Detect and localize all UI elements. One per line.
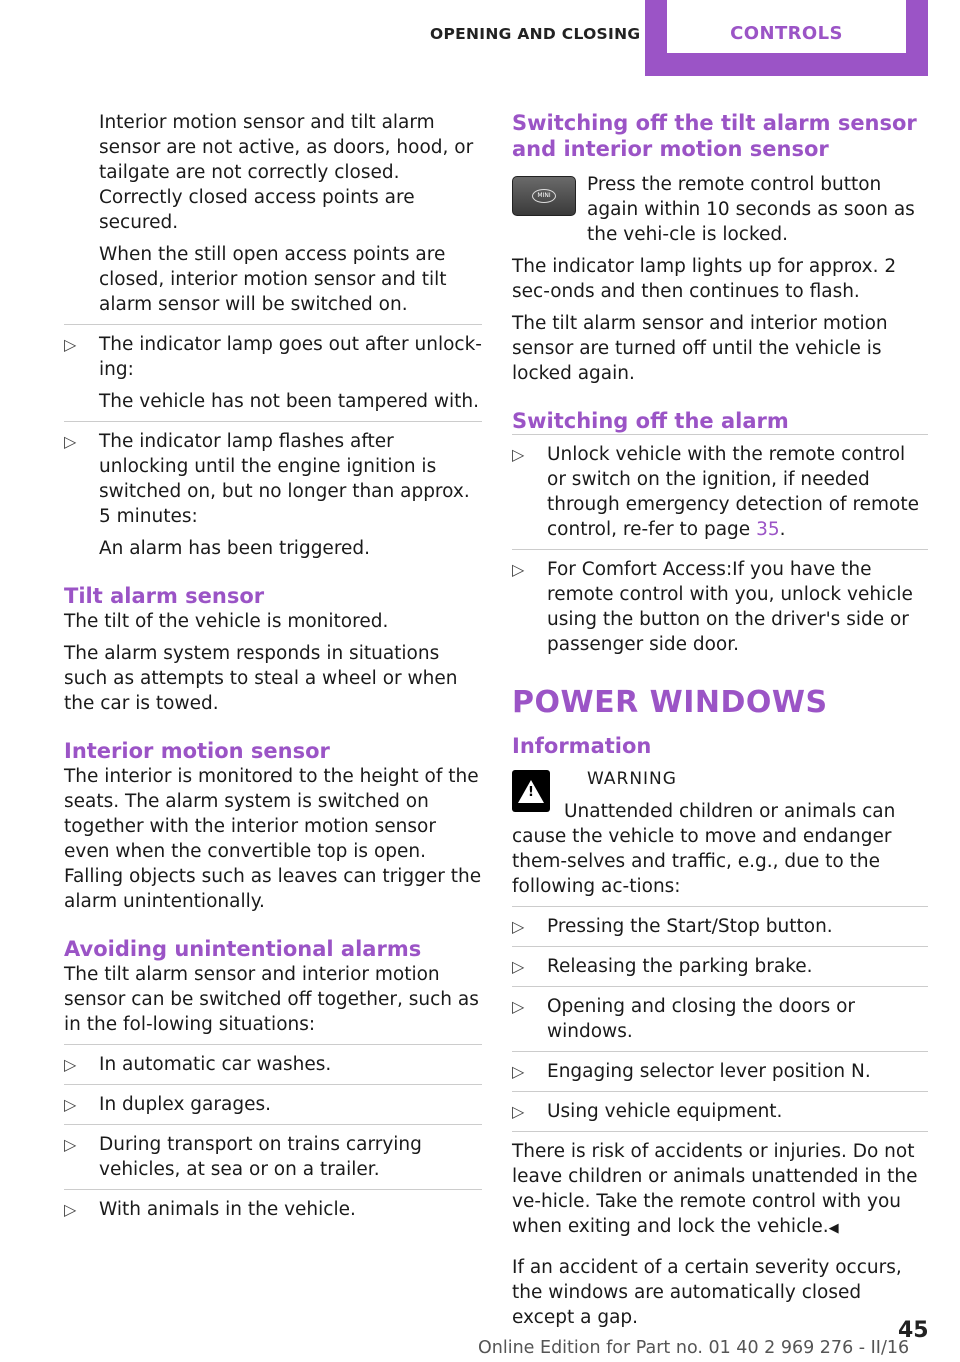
bullet-icon: ▷ (64, 432, 77, 451)
divider (512, 906, 928, 907)
bullet-icon: ▷ (512, 1102, 525, 1121)
list-item-text: Unlock vehicle with the remote control or switch on the ignition, if needed through emergency detection of remote control, re-fer to page 35. (547, 444, 920, 540)
chapter-tab[interactable] (645, 0, 928, 76)
bullet-icon: ▷ (512, 997, 525, 1016)
paragraph: There is risk of accidents or injuries. Do not leave children or animals unattended in the ve-hicle. Take the remote control with you when exiting and lock the vehicle.◀ (512, 1141, 918, 1237)
divider (512, 434, 928, 435)
divider (512, 1091, 928, 1092)
divider (64, 421, 482, 422)
list-item (64, 1092, 482, 1117)
heading-switch-off-sensors: Switching off the tilt alarm sensor and interior motion sensor (512, 111, 917, 161)
heading-switch-off-alarm: Switching off the alarm (512, 409, 789, 433)
page-number: 45 (898, 1318, 929, 1343)
remote-instruction (512, 172, 928, 247)
paragraph: The indicator lamp lights up for approx. 2 sec-onds and then continues to flash. (512, 256, 897, 302)
left-column (64, 110, 482, 1229)
list-item-text: During transport on trains carrying vehicles, at sea or on a trailer. (99, 1134, 422, 1180)
warning-icon (512, 770, 550, 812)
warning-label: WARNING (587, 769, 677, 789)
divider (64, 1044, 482, 1045)
list-item-text: Using vehicle equipment. (547, 1101, 783, 1122)
list-item (64, 1197, 482, 1222)
bullet-icon: ▷ (64, 1095, 77, 1114)
list-item-text: In automatic car washes. (99, 1054, 332, 1075)
divider (512, 946, 928, 947)
bullet-icon: ▷ (64, 335, 77, 354)
divider (512, 549, 928, 550)
bullet-icon: ▷ (64, 1055, 77, 1074)
list-item-text: In duplex garages. (99, 1094, 271, 1115)
paragraph: When the still open access points are closed, interior motion sensor and tilt alarm sensor will be switched on. (99, 244, 447, 315)
warning-block (512, 767, 928, 800)
list-item-text: Releasing the parking brake. (547, 956, 813, 977)
paragraph: Press the remote control button again within 10 seconds as soon as the vehi-cle is locked. (587, 174, 915, 245)
paragraph: Interior motion sensor and tilt alarm sensor are not active, as doors, hood, or tailgate are not correctly closed. Correctly closed access points are secured. (99, 112, 474, 233)
bullet-icon: ▷ (64, 1135, 77, 1154)
paragraph: The tilt alarm sensor and interior motion sensor are turned off until the vehicle is locked again. (512, 313, 888, 384)
list-item (512, 914, 928, 939)
bullet-icon: ▷ (512, 917, 525, 936)
list-item-text: Opening and closing the doors or windows. (547, 996, 856, 1042)
list-item (512, 557, 928, 657)
list-item-text: For Comfort Access:If you have the remote control with you, unlock vehicle using the button on the driver's side or passenger side door. (547, 559, 913, 655)
list-item (64, 1132, 482, 1182)
list-item-text: With animals in the vehicle. (99, 1199, 356, 1220)
heading-interior-motion: Interior motion sensor (64, 739, 330, 763)
bullet-icon: ▷ (512, 445, 525, 464)
list-item (512, 1099, 928, 1124)
footer-edition: Online Edition for Part no. 01 40 2 969 276 - II/16 (478, 1338, 910, 1358)
list-item-subtext: The vehicle has not been tampered with. (99, 391, 479, 412)
list-item (64, 332, 482, 414)
divider (64, 1189, 482, 1190)
list-item (512, 442, 928, 542)
list-item (512, 994, 928, 1044)
list-item-text: The indicator lamp flashes after unlocking until the engine ignition is switched on, but no longer than approx. 5 minutes: (99, 431, 470, 527)
paragraph: If an accident of a certain severity occurs, the windows are automatically closed except a gap. (512, 1257, 902, 1328)
heading-power-windows: POWER WINDOWS (512, 685, 828, 720)
paragraph: The tilt alarm sensor and interior motion sensor can be switched off together, such as in the fol-lowing situations: (64, 964, 479, 1035)
warning-text: Unattended children or animals can cause the vehicle to move and endanger them-selves and traffic, e.g., due to the following ac-tions: (512, 801, 896, 897)
chapter-tab-label: CONTROLS (667, 0, 906, 53)
divider (512, 986, 928, 987)
bullet-icon: ▷ (512, 560, 525, 579)
page-link[interactable]: 35 (756, 519, 780, 540)
mini-logo-icon: MINI (532, 189, 556, 203)
remote-key-icon (512, 176, 576, 216)
heading-tilt-alarm: Tilt alarm sensor (64, 584, 265, 608)
section-title: OPENING AND CLOSING (430, 25, 641, 43)
bullet-icon: ▷ (64, 1200, 77, 1219)
list-item-subtext: An alarm has been triggered. (99, 538, 371, 559)
list-item (64, 429, 482, 561)
divider (64, 1084, 482, 1085)
divider (64, 324, 482, 325)
list-item-text: The indicator lamp goes out after unlock-ing: (99, 334, 482, 380)
warning-mark: ! (528, 784, 534, 800)
paragraph: The interior is monitored to the height of the seats. The alarm system is switched on together with the interior motion sensor even when the convertible top is open. Falling objects such as leaves can trigger the alarm unintentionally. (64, 766, 482, 912)
bullet-icon: ▷ (512, 1062, 525, 1081)
end-mark-icon: ◀ (828, 1221, 839, 1236)
list-item-text: Engaging selector lever position N. (547, 1061, 871, 1082)
divider (512, 1051, 928, 1052)
bullet-icon: ▷ (512, 957, 525, 976)
heading-information: Information (512, 734, 652, 758)
divider (512, 1131, 928, 1132)
list-item (512, 954, 928, 979)
right-column (512, 110, 928, 1337)
list-item-text: Pressing the Start/Stop button. (547, 916, 833, 937)
heading-avoid-alarms: Avoiding unintentional alarms (64, 937, 422, 961)
paragraph: The tilt of the vehicle is monitored. (64, 611, 389, 632)
paragraph: The alarm system responds in situations such as attempts to steal a wheel or when the car is towed. (64, 643, 458, 714)
list-item (512, 1059, 928, 1084)
divider (64, 1124, 482, 1125)
list-item (64, 1052, 482, 1077)
